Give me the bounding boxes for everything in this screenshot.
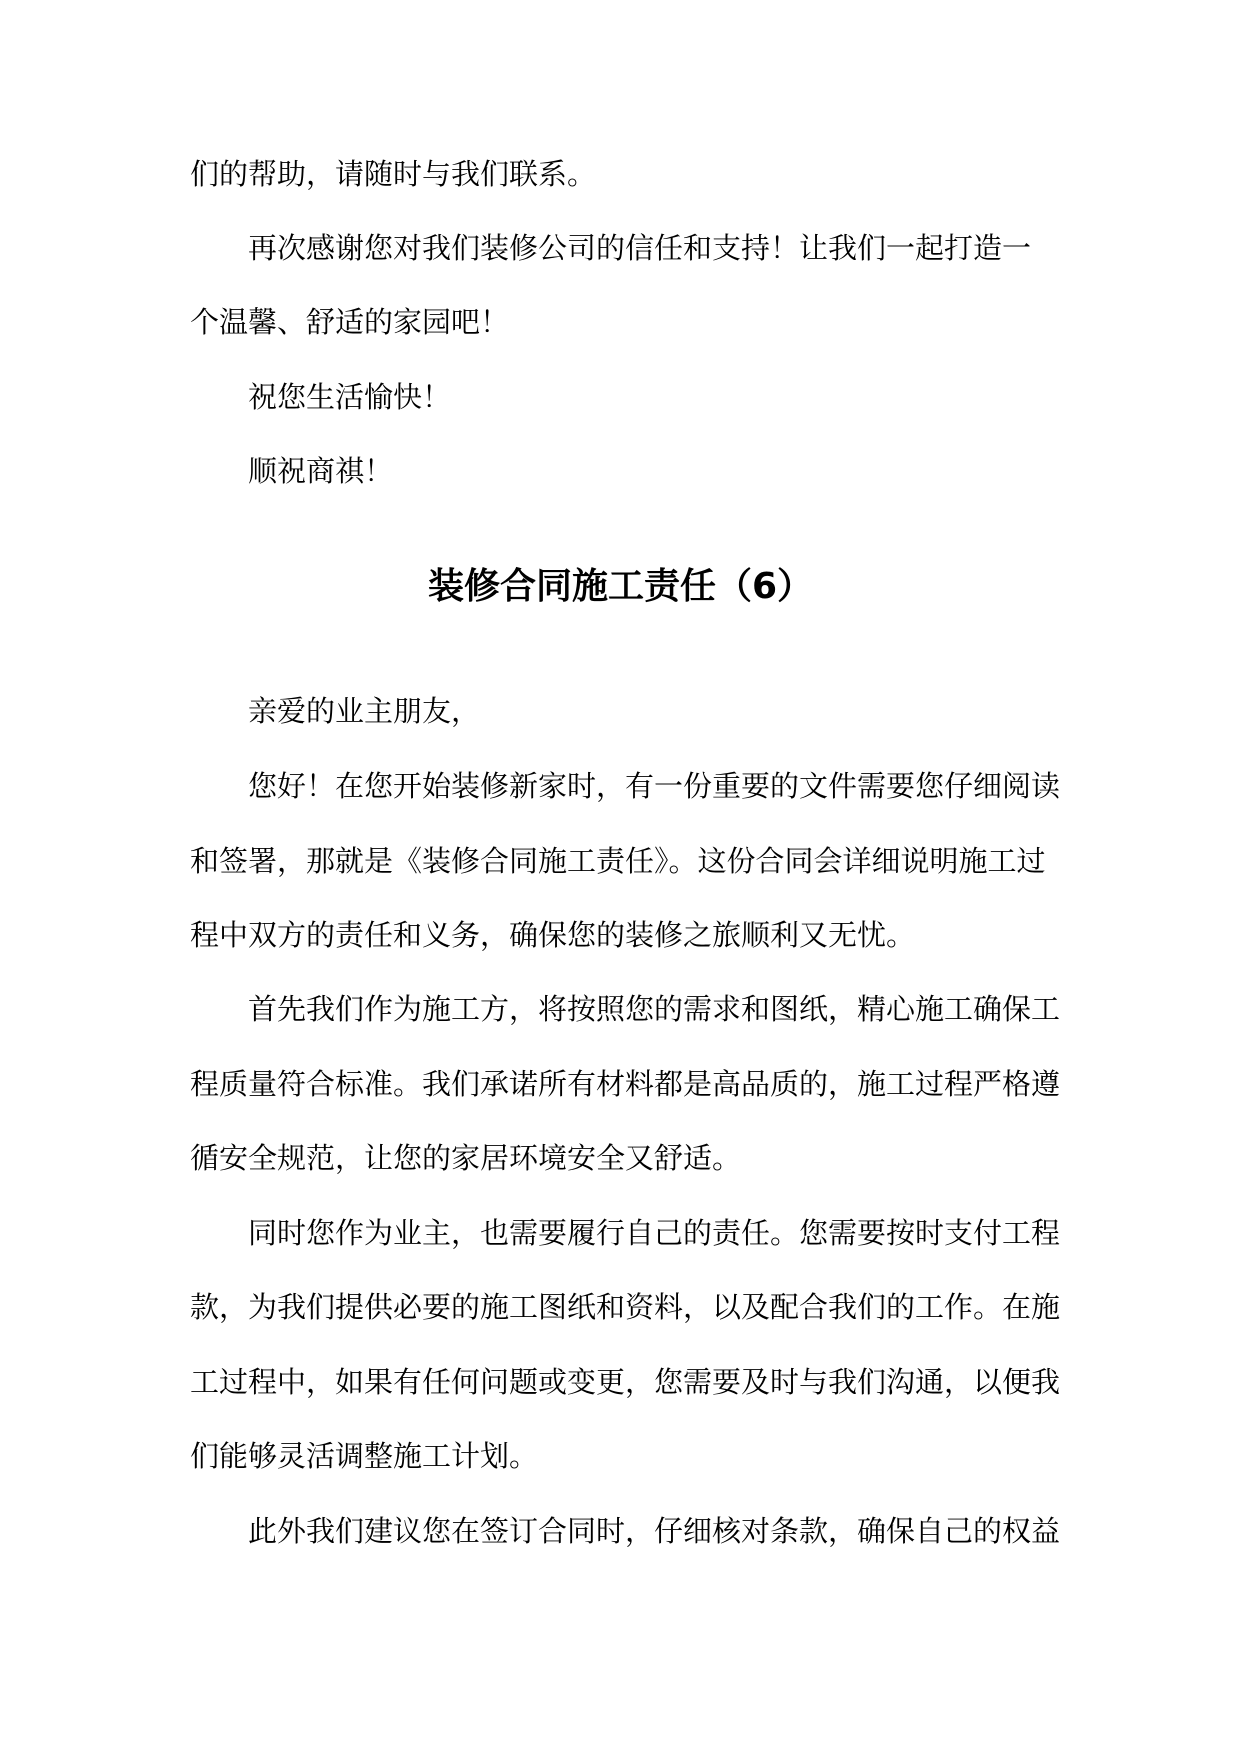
section-title: 装修合同施工责任（6） (427, 566, 814, 607)
paragraph-line: 个温馨、舒适的家园吧！ (190, 305, 510, 339)
paragraph-line: 祝您生活愉快！ (248, 380, 452, 414)
paragraph-line: 再次感谢您对我们装修公司的信任和支持！让我们一起打造一 (248, 231, 1032, 265)
paragraph-line: 顺祝商祺！ (248, 454, 394, 488)
paragraph-line: 们的帮助，请随时与我们联系。 (190, 157, 597, 191)
paragraph-line: 们能够灵活调整施工计划。 (190, 1439, 539, 1473)
paragraph-line: 首先我们作为施工方，将按照您的需求和图纸，精心施工确保工 (248, 992, 1061, 1026)
paragraph-line: 循安全规范，让您的家居环境安全又舒适。 (190, 1141, 742, 1175)
paragraph-line: 工过程中，如果有任何问题或变更，您需要及时与我们沟通，以便我 (190, 1365, 1061, 1399)
paragraph-line: 您好！在您开始装修新家时，有一份重要的文件需要您仔细阅读 (248, 769, 1061, 803)
paragraph-line: 款，为我们提供必要的施工图纸和资料，以及配合我们的工作。在施 (190, 1290, 1061, 1324)
paragraph-line: 程中双方的责任和义务，确保您的装修之旅顺利又无忧。 (190, 918, 916, 952)
salutation-line: 亲爱的业主朋友， (248, 694, 481, 728)
paragraph-line: 此外我们建议您在签订合同时，仔细核对条款，确保自己的权益 (248, 1514, 1061, 1548)
paragraph-line: 程质量符合标准。我们承诺所有材料都是高品质的，施工过程严格遵 (190, 1067, 1061, 1101)
paragraph-line: 和签署，那就是《装修合同施工责任》。这份合同会详细说明施工过 (190, 844, 1046, 878)
paragraph-line: 同时您作为业主，也需要履行自己的责任。您需要按时支付工程 (248, 1216, 1061, 1250)
